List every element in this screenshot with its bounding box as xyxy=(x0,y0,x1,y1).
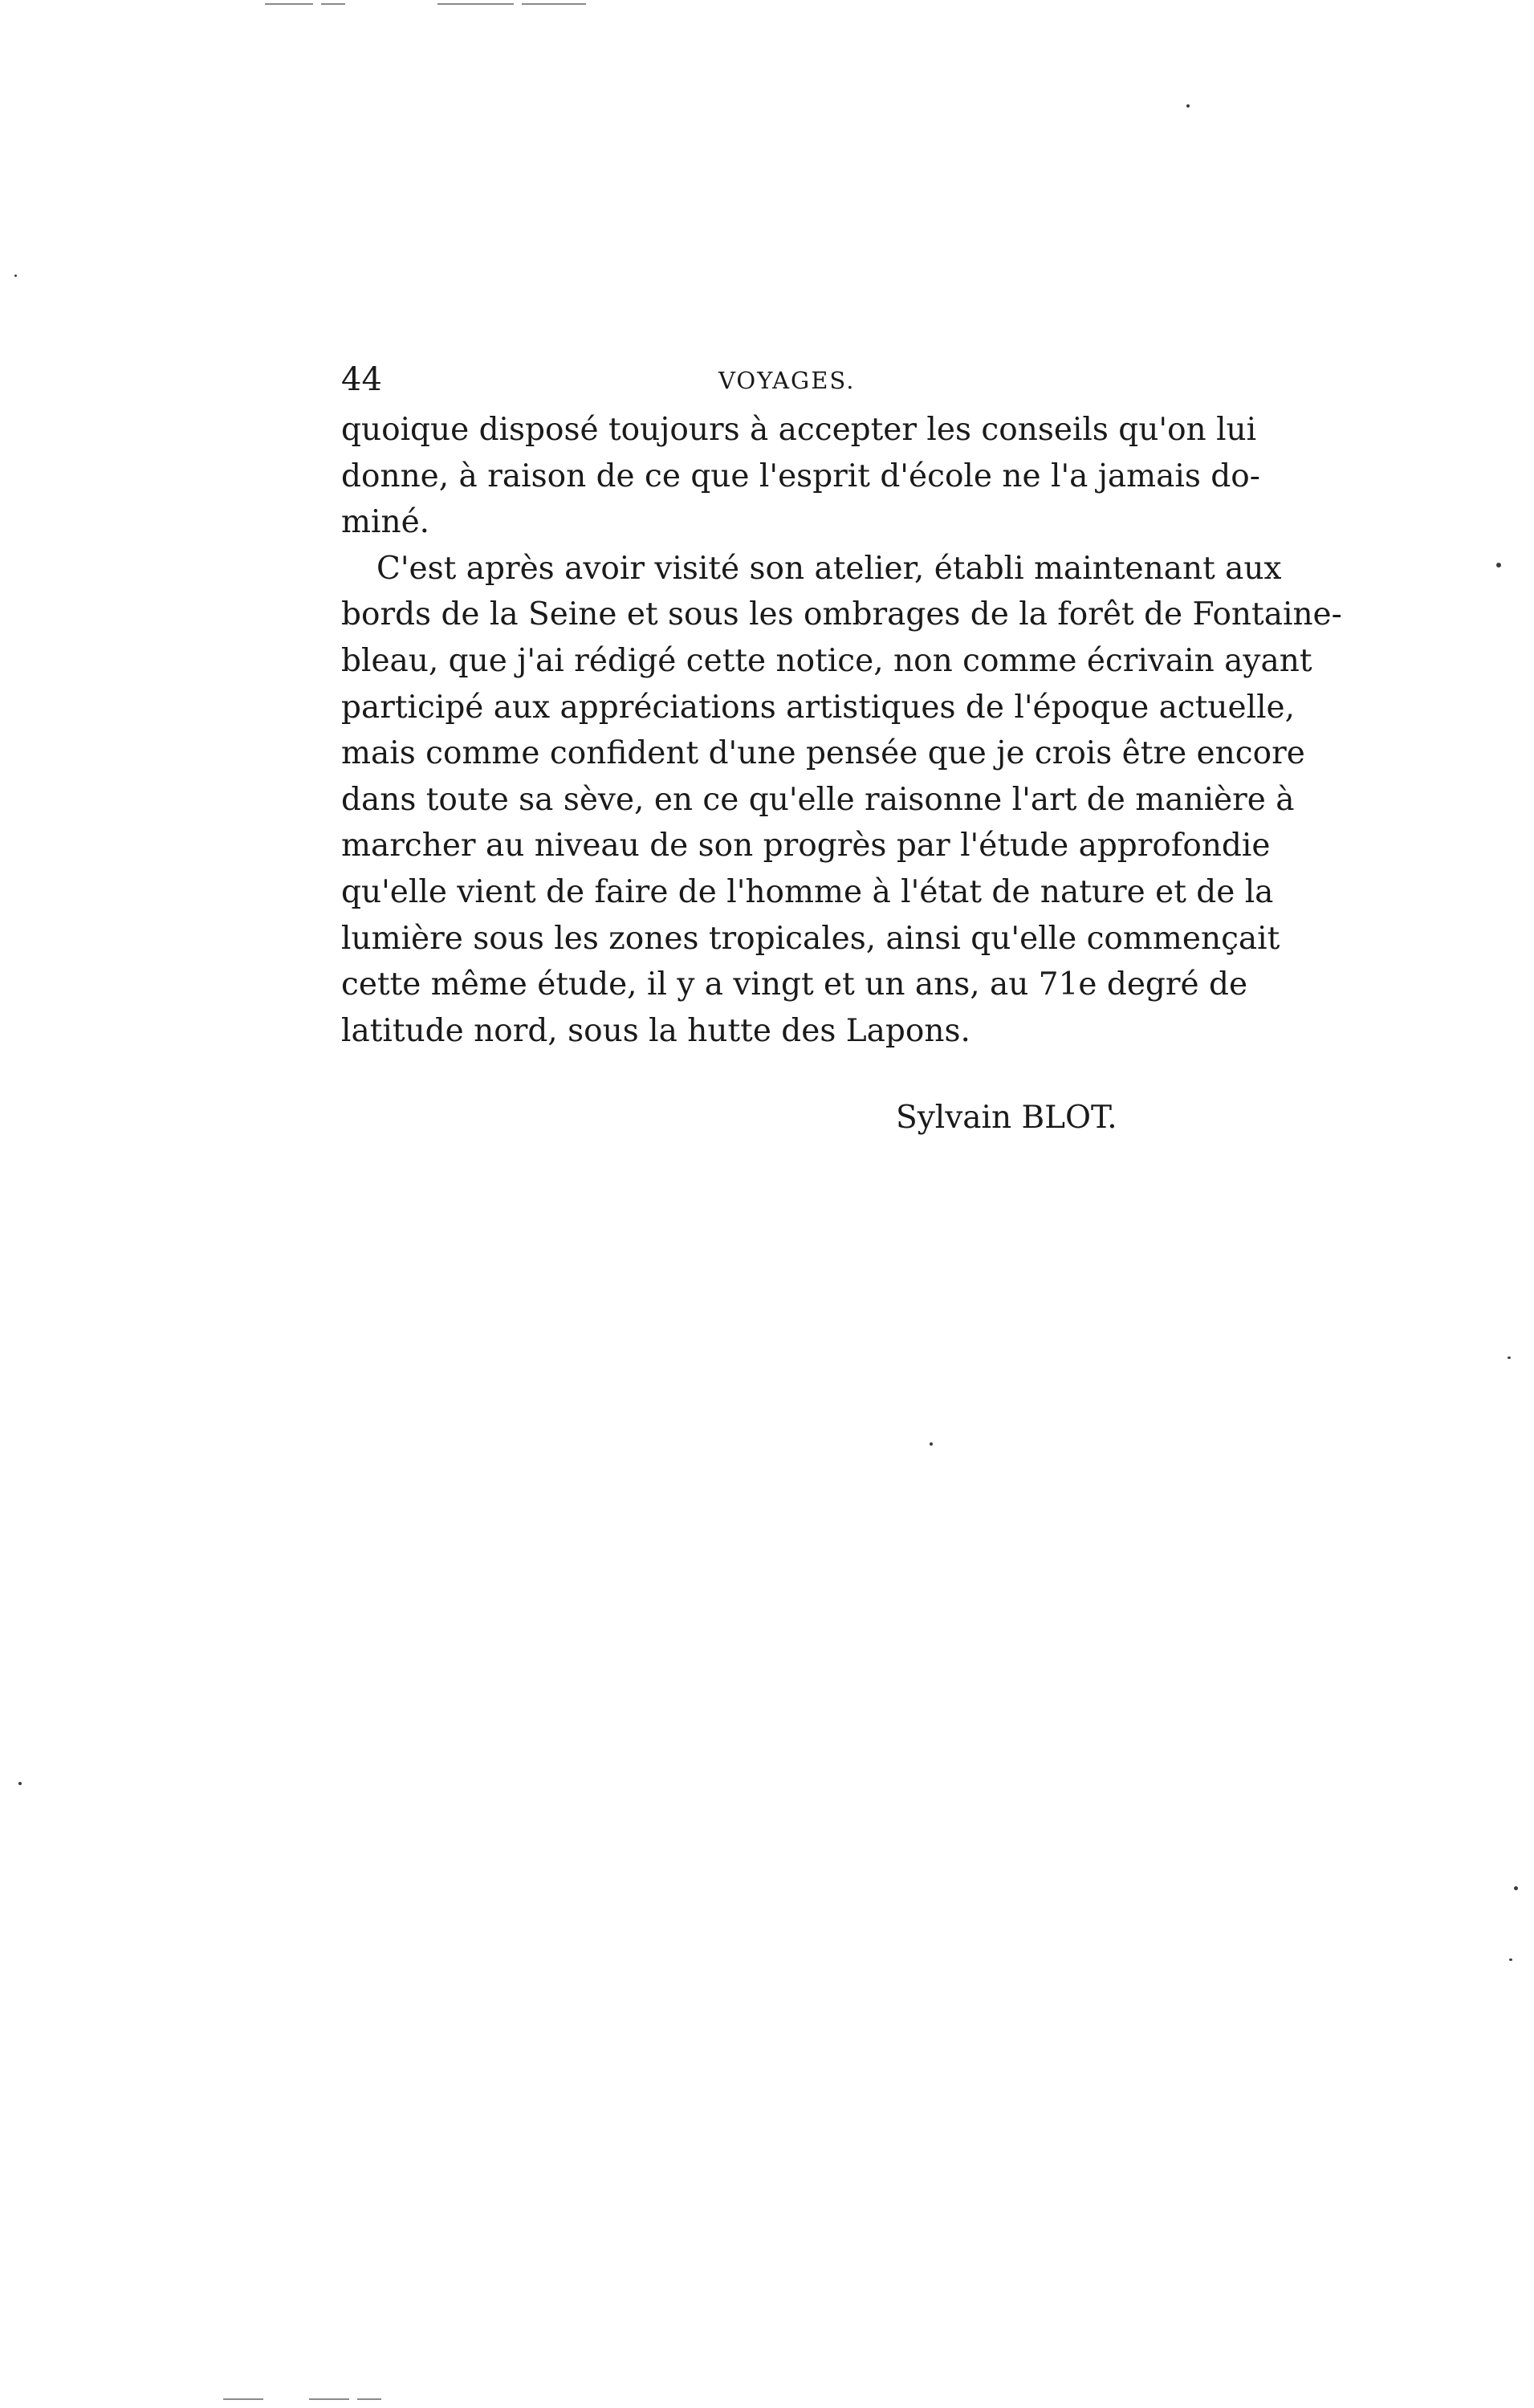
scan-artifact xyxy=(1496,563,1501,567)
text-line: cette même étude, il y a vingt et un ans, au 71e degré de xyxy=(341,966,1248,1003)
text-line: qu'elle vient de faire de l'homme à l'état de nature et de la xyxy=(341,873,1274,910)
scan-artifact xyxy=(522,3,586,5)
scan-artifact xyxy=(18,1782,22,1785)
author-signature: Sylvain BLOT. xyxy=(896,1100,1117,1136)
text-line: C'est après avoir visité son atelier, établi maintenant aux xyxy=(376,550,1282,587)
scan-artifact xyxy=(265,3,313,5)
scan-artifact xyxy=(1186,104,1190,108)
text-line: miné. xyxy=(341,504,430,541)
scan-artifact xyxy=(1508,1357,1511,1359)
text-line: marcher au niveau de son progrès par l'étude approfondie xyxy=(341,828,1271,864)
scan-artifact xyxy=(309,2398,349,2400)
text-line: lumière sous les zones tropicales, ainsi qu'elle commençait xyxy=(341,920,1280,957)
scan-artifact xyxy=(357,2398,381,2400)
text-line: participé aux appréciations artistiques de l'époque actuelle, xyxy=(341,689,1296,726)
text-line: dans toute sa sève, en ce qu'elle raisonne l'art de manière à xyxy=(341,781,1295,818)
scan-artifact xyxy=(321,3,345,5)
text-line: bleau, que j'ai rédigé cette notice, non comme écrivain ayant xyxy=(341,642,1312,679)
body-text xyxy=(341,407,1342,1054)
scan-artifact xyxy=(1514,1886,1518,1890)
scan-artifact xyxy=(1509,1959,1512,1961)
page-header xyxy=(341,357,1204,402)
text-line: mais comme confident d'une pensée que je crois être encore xyxy=(341,735,1305,772)
scan-artifact xyxy=(223,2398,263,2400)
text-line: bords de la Seine et sous les ombrages de la forêt de Fontaine- xyxy=(341,596,1342,633)
text-line: latitude nord, sous la hutte des Lapons. xyxy=(341,1012,970,1049)
scan-artifact xyxy=(930,1442,933,1446)
page-number: 44 xyxy=(341,361,382,398)
text-line: donne, à raison de ce que l'esprit d'école ne l'a jamais do- xyxy=(341,458,1260,494)
running-head: VOYAGES. xyxy=(718,367,856,394)
scan-artifact xyxy=(14,275,17,277)
scan-artifact xyxy=(437,3,514,5)
text-line: quoique disposé toujours à accepter les conseils qu'on lui xyxy=(341,412,1257,448)
